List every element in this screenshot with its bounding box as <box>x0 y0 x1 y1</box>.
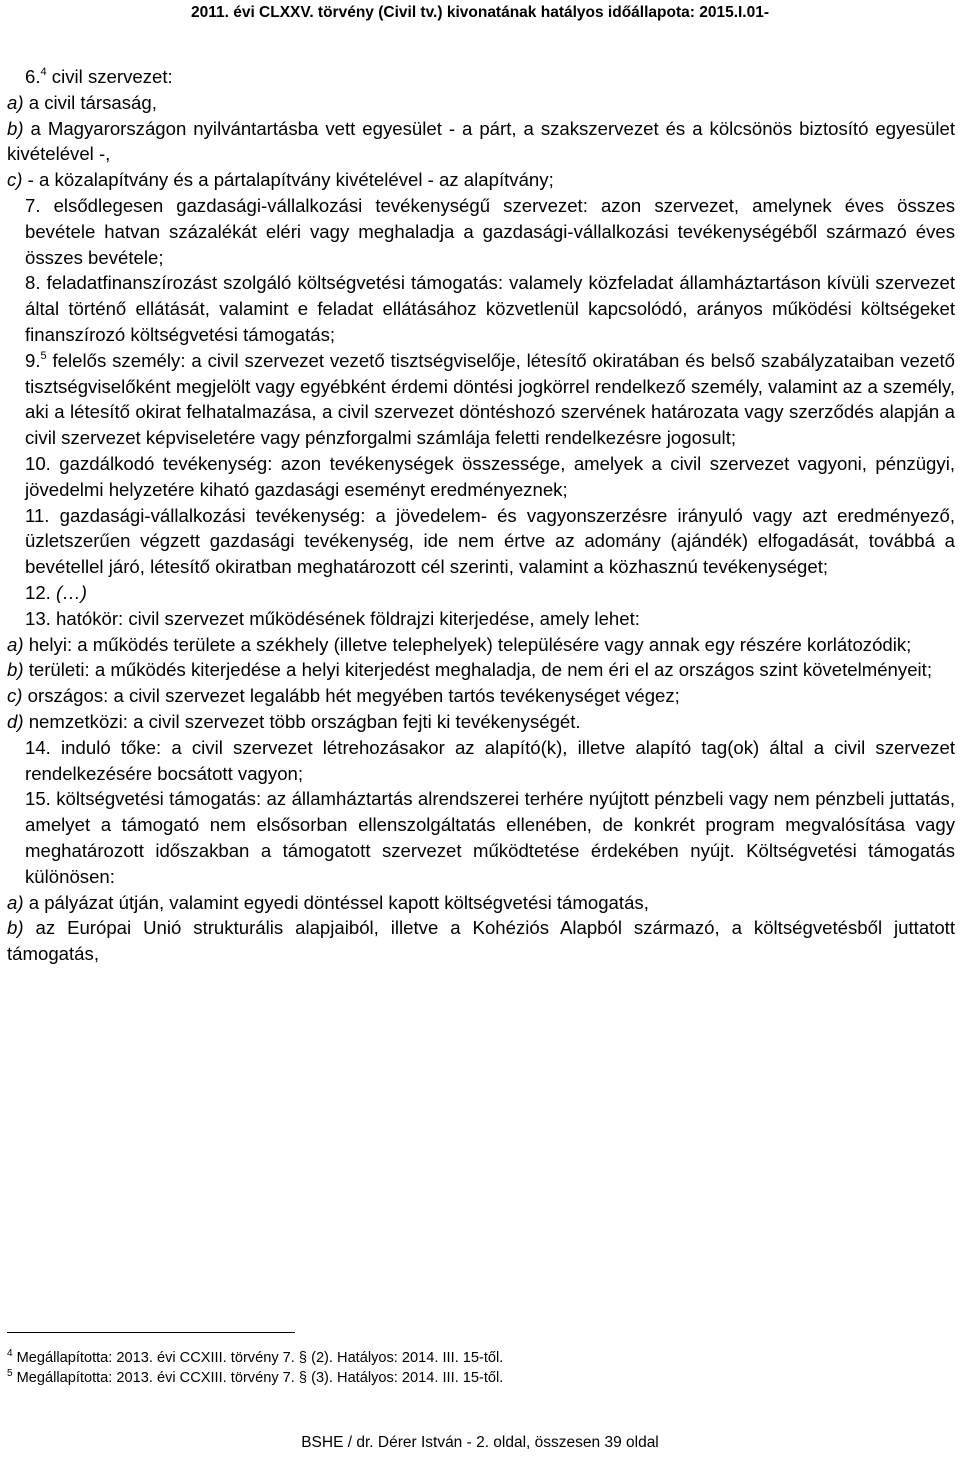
sub-text: a pályázat útján, valamint egyedi döntéssel kapott költségvetési támogatás, <box>23 891 649 913</box>
sub-text: országos: a civil szervezet legalább hét megyében tartós tevékenységet végez; <box>22 685 680 707</box>
item-6a <box>7 90 955 116</box>
footnote-ref-5[interactable]: 5 <box>40 349 47 362</box>
sub-label: c) <box>7 685 23 707</box>
footnote-text: Megállapította: 2013. évi CCXIII. törvény 7. § (3). Hatályos: 2014. III. 15-től. <box>12 1370 504 1386</box>
item-7: 7. elsődlegesen gazdasági-vállalkozási tevékenységű szervezet: azon szervezet, amelynek éves összes bevétele hatvan százalékát eléri vagy meghaladja a gazdasági-vállalkozási tevékenységéből származó éves összes bevétele; <box>25 194 955 268</box>
sub-label: a) <box>7 633 24 655</box>
footnotes <box>7 1348 947 1388</box>
footnote-number: 4 <box>7 1348 13 1359</box>
item-14: 14. induló tőke: a civil szervezet létrehozásakor az alapító(k), illetve alapító tag(ok) által a civil szervezet rendelkezésére bocsátott vagyon; <box>25 736 955 784</box>
item-15: 15. költségvetési támogatás: az államháztartás alrendszerei terhére nyújtott pénzbeli vagy nem pénzbeli juttatás, amelyet a támogató nem elsősorban ellenszolgáltatás ellenében, de konkrét program megvalósítása vagy meghatározott időszakban a támogatott szervezet működtetése érdekében nyújt. Költségvetési támogatás különösen: <box>25 788 955 887</box>
sub-text: nemzetközi: a civil szervezet több országban fejti ki tevékenységét. <box>23 710 581 732</box>
sub-text: a civil társaság, <box>23 91 157 113</box>
sub-text: - a közalapítvány és a pártalapítvány kivételével - az alapítvány; <box>22 169 554 191</box>
item-text: (…) <box>56 581 87 603</box>
sub-text: területi: a működés kiterjedése a helyi kiterjedést meghaladja, de nem éri el az országos szint követelményeit; <box>23 659 932 681</box>
item-number: 9. <box>25 349 41 371</box>
item-6 <box>7 64 955 90</box>
item-6c <box>7 167 955 193</box>
item-13a <box>7 632 955 658</box>
footnote-ref-4[interactable]: 4 <box>40 66 47 78</box>
sub-text: helyi: a működés területe a székhely (illetve telephelyek) településére vagy annak egy részére korlátozódik; <box>23 633 912 655</box>
item-11: 11. gazdasági-vállalkozási tevékenység: a jövedelem- és vagyonszerzésre irányuló vagy azt eredményező, üzletszerűen végzett gazdasági tevékenység, ide nem értve az adomány (ajándék) elfogadását, továbbá a bevétellel járó, létesítő okiratban meghatározott cél szerinti, valamint a közhasznú tevékenységet; <box>25 504 955 578</box>
footnote-4 <box>7 1348 947 1368</box>
sub-text: az Európai Unió strukturális alapjaiból, illetve a Kohéziós Alapból származó, a költségvetésből juttatott támogatás, <box>7 917 955 965</box>
item-10: 10. gazdálkodó tevékenység: azon tevékenységek összessége, amelyek a civil szervezet vagyoni, pénzügyi, jövedelmi helyzetére kiható gazdasági eseményt eredményeznek; <box>25 452 955 500</box>
item-number: 12. <box>25 581 57 603</box>
page-footer: BSHE / dr. Dérer István - 2. oldal, összesen 39 oldal <box>301 1434 659 1451</box>
footnote-text: Megállapította: 2013. évi CCXIII. törvény 7. § (2). Hatályos: 2014. III. 15-től. <box>12 1350 504 1366</box>
item-text: felelős személy: a civil szervezet vezető tisztségviselője, létesítő okiratában és belső szabályzataiban vezető tisztségviselőként megjelölt vagy egyébként érdemi döntési jogkörrel rendelkező személy, valamint az a személy, aki a létesítő okirat felhatalmazása, a civil szervezet döntéshozó szervének határozata vagy szerződés alapján a civil szervezet képviseletére vagy pénzforgalmi számlája feletti rendelkezésre jogosult; <box>25 349 955 449</box>
item-13d <box>7 709 955 735</box>
sub-label: d) <box>7 710 24 732</box>
item-15b <box>7 915 955 967</box>
sub-label: b) <box>7 117 24 139</box>
sub-label: b) <box>7 917 24 939</box>
sub-label: b) <box>7 659 24 681</box>
item-13b <box>7 657 955 683</box>
page-header: 2011. évi CLXXV. törvény (Civil tv.) kivonatának hatályos időállapota: 2015.I.01- <box>190 4 770 21</box>
item-13: 13. hatókör: civil szervezet működésének földrajzi kiterjedése, amely lehet: <box>25 607 640 629</box>
sub-label: c) <box>7 169 23 191</box>
footnote-divider <box>7 1332 295 1333</box>
item-13c <box>7 683 955 709</box>
footnote-5 <box>7 1368 947 1388</box>
sub-label: a) <box>7 91 24 113</box>
item-text: civil szervezet: <box>46 66 173 87</box>
item-12 <box>7 580 955 606</box>
item-15a <box>7 890 955 916</box>
sub-text: a Magyarországon nyilvántartásba vett egyesület - a párt, a szakszervezet és a kölcsönös biztosító egyesület kivételével -, <box>7 117 955 165</box>
item-6b <box>7 116 955 168</box>
item-9 <box>7 348 955 451</box>
footnote-number: 5 <box>7 1368 13 1379</box>
item-number: 6. <box>25 66 41 87</box>
sub-label: a) <box>7 891 24 913</box>
item-8: 8. feladatfinanszírozást szolgáló költségvetési támogatás: valamely közfeladat államháztartáson kívüli szervezet által történő ellátását, valamint e feladat ellátásához közvetlenül kapcsolódó, arányos működési költségeket finanszírozó költségvetési támogatás; <box>25 272 955 345</box>
document-body <box>7 64 955 967</box>
